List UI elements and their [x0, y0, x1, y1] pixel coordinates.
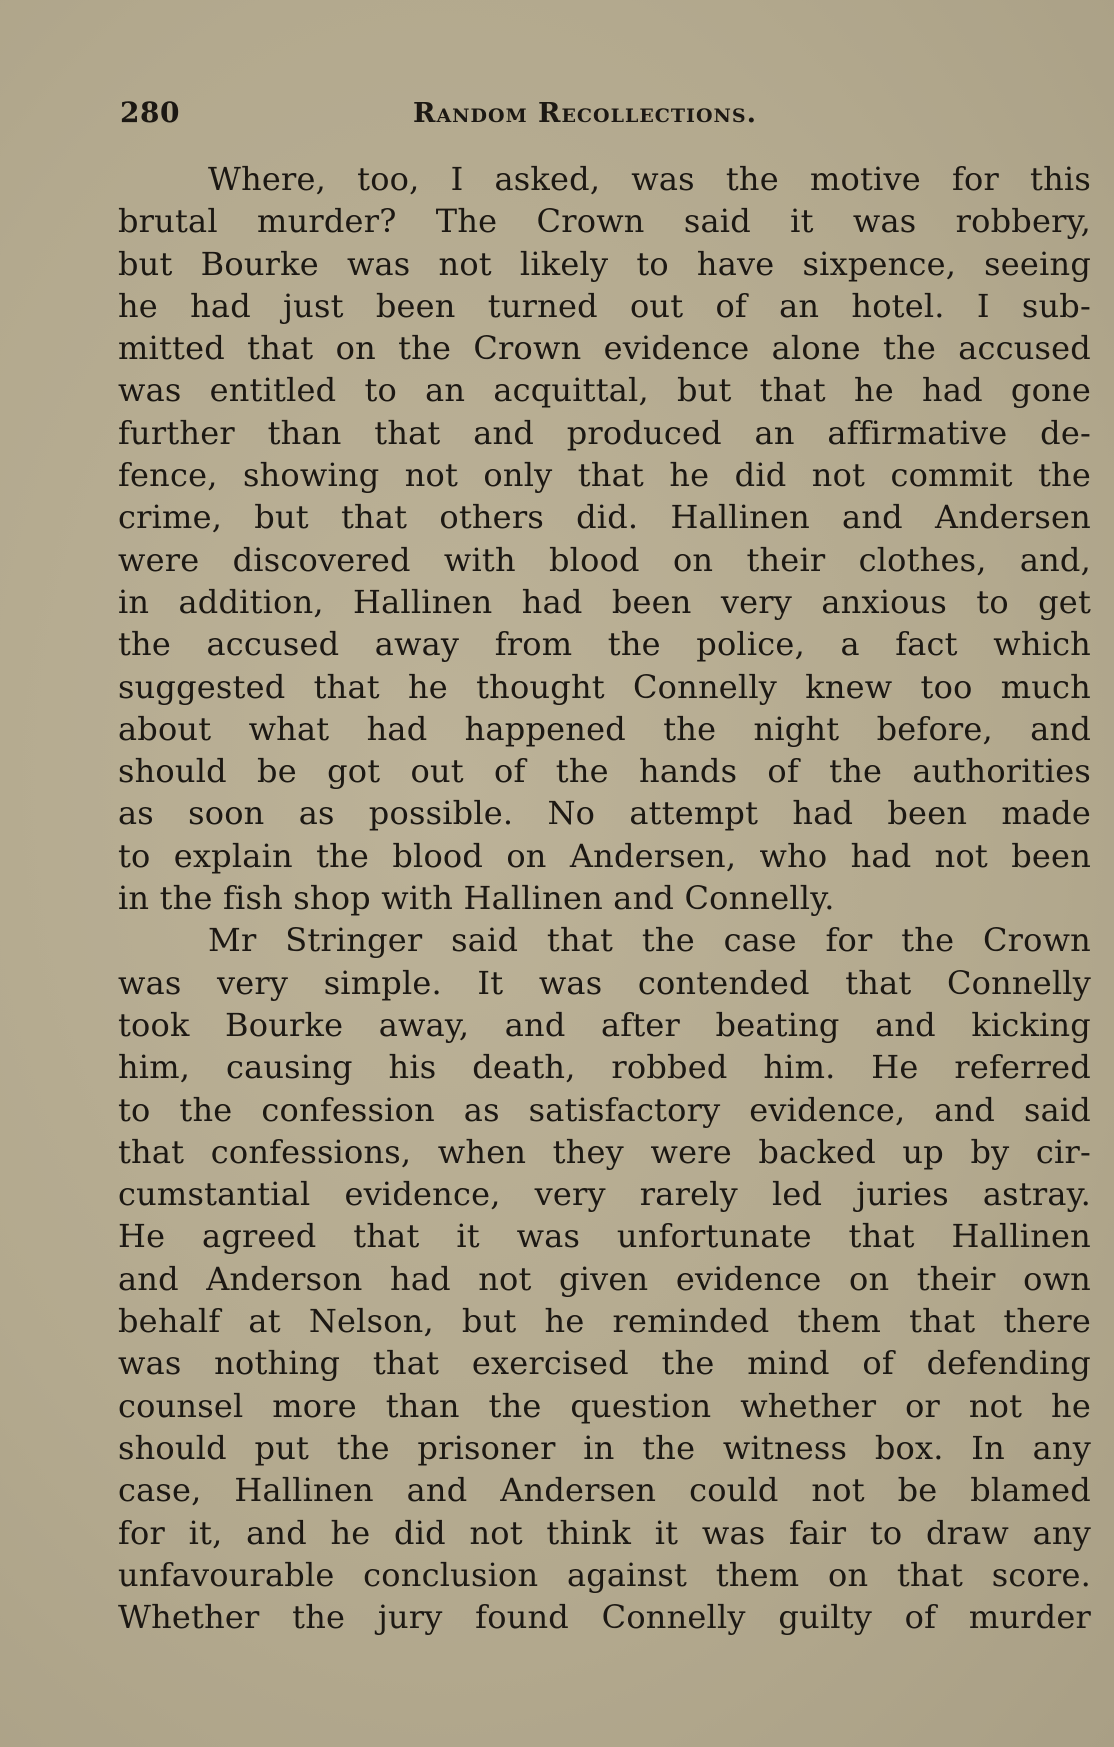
page-number: 280 — [120, 96, 180, 129]
text-line: and Anderson had not given evidence on their own — [118, 1259, 1091, 1298]
text-line: behalf at Nelson, but he reminded them that there — [118, 1302, 1091, 1341]
text-line: him, causing his death, robbed him. He referred — [118, 1048, 1091, 1087]
text-line: suggested that he thought Connelly knew too much — [118, 667, 1091, 706]
text-line: that confessions, when they were backed up by cir- — [118, 1132, 1091, 1171]
text-line: He agreed that it was unfortunate that Hallinen — [118, 1217, 1091, 1256]
paragraph-1 — [118, 158, 1091, 919]
text-line: to the confession as satisfactory evidence, and said — [118, 1090, 1091, 1129]
text-line: he had just been turned out of an hotel. I sub- — [118, 286, 1091, 325]
text-line: Where, too, I asked, was the motive for this — [208, 160, 1091, 198]
text-line: was nothing that exercised the mind of defending — [118, 1344, 1091, 1383]
text-line: crime, but that others did. Hallinen and Andersen — [118, 498, 1091, 537]
paragraph-2 — [118, 919, 1091, 1638]
text-line: in the fish shop with Hallinen and Connelly. — [118, 879, 835, 918]
text-line: but Bourke was not likely to have sixpence, seeing — [118, 244, 1091, 283]
text-line: should put the prisoner in the witness box. In any — [118, 1428, 1091, 1467]
text-line: was entitled to an acquittal, but that he had gone — [118, 371, 1091, 410]
text-line: should be got out of the hands of the authorities — [118, 752, 1091, 791]
text-line: cumstantial evidence, very rarely led juries astray. — [118, 1175, 1091, 1214]
text-line: as soon as possible. No attempt had been made — [118, 794, 1091, 833]
text-line: unfavourable conclusion against them on that score. — [118, 1555, 1091, 1594]
text-line: Mr Stringer said that the case for the Crown — [208, 921, 1091, 960]
text-line: in addition, Hallinen had been very anxious to get — [118, 582, 1091, 621]
text-line: the accused away from the police, a fact which — [118, 625, 1091, 664]
text-line: for it, and he did not think it was fair to draw any — [118, 1513, 1091, 1552]
text-line: Whether the jury found Connelly guilty of murder — [118, 1598, 1091, 1637]
text-line: brutal murder? The Crown said it was robbery, — [118, 202, 1091, 241]
text-line: were discovered with blood on their clothes, and, — [118, 540, 1091, 579]
text-line: was very simple. It was contended that Connelly — [118, 963, 1091, 1002]
text-line: took Bourke away, and after beating and kicking — [118, 1005, 1091, 1044]
text-line: about what had happened the night before, and — [118, 709, 1091, 748]
text-line: counsel more than the question whether or not he — [118, 1386, 1091, 1425]
running-title: Random Recollections. — [413, 98, 757, 129]
text-line: fence, showing not only that he did not commit the — [118, 456, 1091, 495]
text-line: case, Hallinen and Andersen could not be blamed — [118, 1471, 1091, 1510]
text-line: to explain the blood on Andersen, who had not been — [118, 836, 1091, 875]
text-line: mitted that on the Crown evidence alone the accused — [118, 329, 1091, 368]
running-head — [120, 96, 1000, 136]
body-text — [118, 158, 1091, 1638]
text-line: further than that and produced an affirmative de- — [118, 413, 1091, 452]
